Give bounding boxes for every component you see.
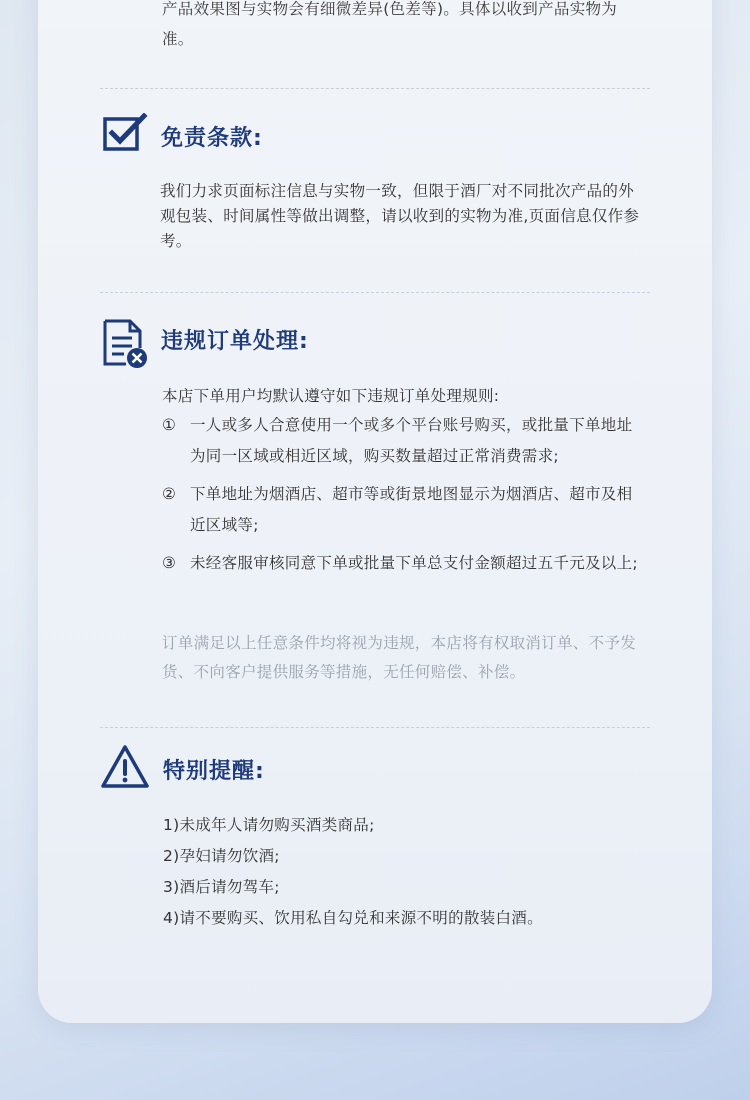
violation-note: 订单满足以上任意条件均将视为违规，本店将有权取消订单、不予发货、不向客户提供服务等措施，无任何赔偿、补偿。 [162,634,637,681]
rule-text: 下单地址为烟酒店、超市等或街景地图显示为烟酒店、超市及相近区域等; [190,485,633,534]
rule-number: ② [162,485,177,503]
disclaimer-text: 我们力求页面标注信息与实物一致，但限于酒厂对不同批次产品的外观包装、时间属性等做出调整，请以收到的实物为准,页面信息仅作参考。 [160,182,640,250]
divider [100,88,650,89]
rule-item [162,548,642,579]
rule-number: ① [162,416,177,434]
intro-text: 产品效果图与实物会有细微差异(色差等)。具体以收到产品实物为准。 [162,0,618,48]
divider [100,292,650,293]
reminder-title: 特别提醒: [163,759,265,784]
divider [100,727,650,728]
checkbox-check-icon [102,113,148,153]
rule-text: 一人或多人合意使用一个或多个平台账号购买，或批量下单地址为同一区域或相近区域，购买数量超过正常消费需求; [190,416,633,465]
rule-item [162,410,642,472]
warning-triangle-icon [100,744,150,790]
disclaimer-title: 免责条款: [161,126,263,151]
reminder-item: 4)请不要购买、饮用私自勾兑和来源不明的散装白酒。 [163,909,543,927]
violation-title: 违规订单处理: [161,329,309,354]
rule-number: ③ [162,554,177,572]
violation-intro: 本店下单用户均默认遵守如下违规订单处理规则: [162,387,500,405]
document-cancel-icon [102,318,150,370]
rule-text: 未经客服审核同意下单或批量下单总支付金额超过五千元及以上; [190,554,638,572]
rule-item [162,479,642,541]
reminder-item: 1)未成年人请勿购买酒类商品; [163,816,375,834]
reminder-item: 2)孕妇请勿饮酒; [163,847,280,865]
reminder-item: 3)酒后请勿驾车; [163,878,280,896]
